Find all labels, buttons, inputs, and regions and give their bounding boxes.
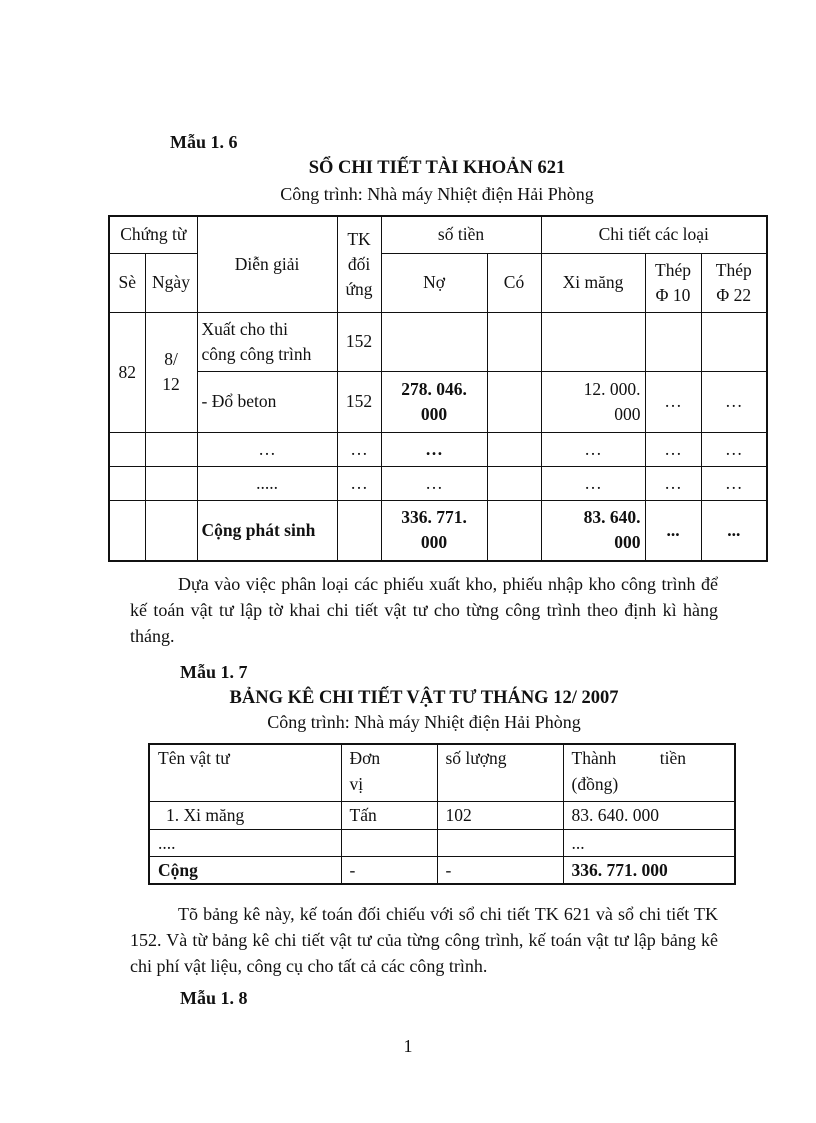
header-co: Có xyxy=(487,253,541,312)
row-no: … xyxy=(381,466,487,500)
total-ngay xyxy=(145,500,197,561)
header-so-tien: số tiền xyxy=(381,216,541,253)
row-ten: .... xyxy=(149,829,341,856)
row-co xyxy=(487,432,541,466)
header-thep-10: Thép Φ 10 xyxy=(645,253,701,312)
row-dien-giai: ..... xyxy=(197,466,337,500)
header-xi-mang: Xi măng xyxy=(541,253,645,312)
ledger-title: SỔ CHI TIẾT TÀI KHOẢN 621 xyxy=(308,158,566,178)
row-thep-22 xyxy=(701,312,767,371)
row-tk: 152 xyxy=(337,312,381,371)
total-thanh-tien: 336. 771. 000 xyxy=(563,856,735,884)
row-so-luong: 102 xyxy=(437,801,563,829)
summary-title: BẢNG KÊ CHI TIẾT VẬT TƯ THÁNG 12/ 2007 xyxy=(229,688,619,708)
page-number: 1 xyxy=(403,1036,413,1056)
row-ngay xyxy=(145,432,197,466)
header-chung-tu: Chứng từ xyxy=(109,216,197,253)
row-xi-mang: … xyxy=(541,466,645,500)
total-so-luong: - xyxy=(437,856,563,884)
total-don-vi: - xyxy=(341,856,437,884)
header-no: Nợ xyxy=(381,253,487,312)
total-se xyxy=(109,500,145,561)
header-thep-22: Thép Φ 22 xyxy=(701,253,767,312)
row-xi-mang: 12. 000. 000 xyxy=(541,371,645,432)
row-thanh-tien: ... xyxy=(563,829,735,856)
form-label-1-8: Mẫu 1. 8 xyxy=(180,988,248,1008)
row-thep-10: … xyxy=(645,432,701,466)
row-co xyxy=(487,312,541,371)
header-don-vi: Đơn vị xyxy=(341,744,437,801)
row-thep-22: … xyxy=(701,371,767,432)
header-ten-vat-tu: Tên vật tư xyxy=(149,744,341,801)
total-tk xyxy=(337,500,381,561)
header-so-luong: số lượng xyxy=(437,744,563,801)
total-xi-mang: 83. 640. 000 xyxy=(541,500,645,561)
header-se: Sè xyxy=(109,253,145,312)
row-xi-mang: … xyxy=(541,432,645,466)
header-tk-doi-ung: TK đối ứng xyxy=(337,216,381,312)
row-tk: … xyxy=(337,466,381,500)
row-tk: 152 xyxy=(337,371,381,432)
paragraph-2: Tõ bảng kê này, kế toán đối chiếu với sổ chi tiết TK 621 và sổ chi tiết TK 152. Và từ bảng kê chi tiết vật tư của từng công trình, kế toán vật tư lập bảng kê chi phí vật liệu, công cụ cho tất cả các công trình. xyxy=(130,904,718,976)
row-no xyxy=(381,312,487,371)
row-no: 278. 046. 000 xyxy=(381,371,487,432)
voucher-ngay: 8/ 12 xyxy=(145,312,197,432)
ledger-table xyxy=(108,215,768,562)
total-thep-22: ... xyxy=(701,500,767,561)
row-thep-22: … xyxy=(701,432,767,466)
row-co xyxy=(487,371,541,432)
row-ten: 1. Xi măng xyxy=(149,801,341,829)
summary-subtitle: Công trình: Nhà máy Nhiệt điện Hải Phòng xyxy=(267,712,581,732)
ledger-subtitle: Công trình: Nhà máy Nhiệt điện Hải Phòng xyxy=(280,184,594,204)
row-thanh-tien: 83. 640. 000 xyxy=(563,801,735,829)
row-ngay xyxy=(145,466,197,500)
total-label: Cộng phát sinh xyxy=(197,500,337,561)
row-no: … xyxy=(381,432,487,466)
row-dien-giai: Xuất cho thi công công trình xyxy=(197,312,337,371)
row-thep-22: … xyxy=(701,466,767,500)
form-label-1-6: Mẫu 1. 6 xyxy=(170,132,238,152)
form-label-1-7: Mẫu 1. 7 xyxy=(180,662,248,682)
total-thep-10: ... xyxy=(645,500,701,561)
total-no: 336. 771. 000 xyxy=(381,500,487,561)
row-thep-10: … xyxy=(645,466,701,500)
row-xi-mang xyxy=(541,312,645,371)
total-ten: Cộng xyxy=(149,856,341,884)
header-dien-giai: Diễn giải xyxy=(197,216,337,312)
row-se xyxy=(109,466,145,500)
row-thep-10 xyxy=(645,312,701,371)
header-ngay: Ngày xyxy=(145,253,197,312)
voucher-se: 82 xyxy=(109,312,145,432)
row-thep-10: … xyxy=(645,371,701,432)
row-so-luong xyxy=(437,829,563,856)
header-thanh-tien: Thành tiền (đồng) xyxy=(563,744,735,801)
row-co xyxy=(487,466,541,500)
row-se xyxy=(109,432,145,466)
summary-table xyxy=(148,743,736,885)
row-tk: … xyxy=(337,432,381,466)
row-don-vi: Tấn xyxy=(341,801,437,829)
row-dien-giai: … xyxy=(197,432,337,466)
header-chi-tiet: Chi tiết các loại xyxy=(541,216,767,253)
total-co xyxy=(487,500,541,561)
paragraph-1: Dựa vào việc phân loại các phiếu xuất kho, phiếu nhập kho công trình để kế toán vật tư lập tờ khai chi tiết vật tư cho từng công trình theo định kì hàng tháng. xyxy=(130,574,718,646)
row-dien-giai: - Đổ beton xyxy=(197,371,337,432)
row-don-vi xyxy=(341,829,437,856)
